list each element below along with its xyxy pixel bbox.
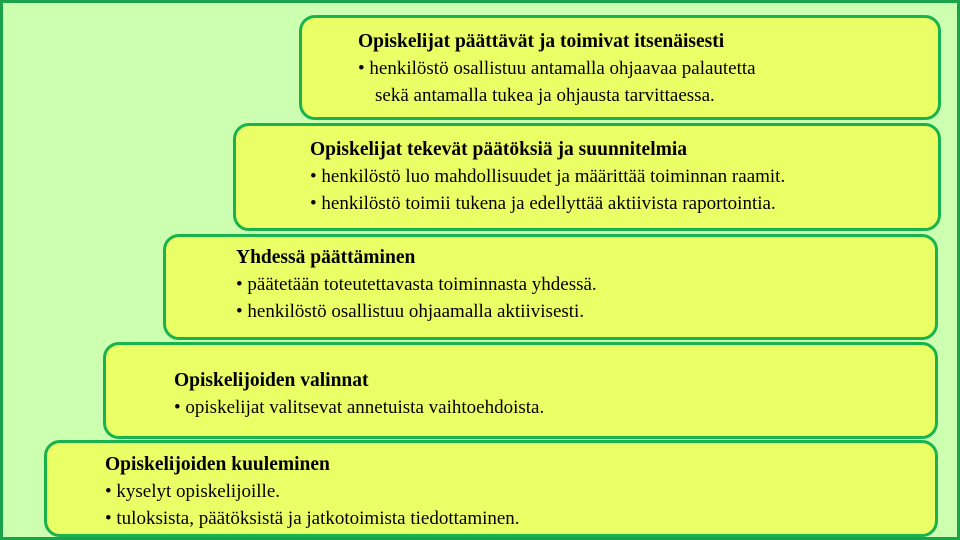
- step-bullet-continuation: sekä antamalla tukea ja ohjausta tarvittaessa.: [375, 85, 715, 106]
- step-title: Yhdessä päättäminen: [236, 247, 416, 268]
- step-bullet: • henkilöstö luo mahdollisuudet ja määrittää toiminnan raamit.: [310, 166, 786, 187]
- step-box-students-make-decisions: [233, 123, 941, 231]
- step-title: Opiskelijat tekevät päätöksiä ja suunnitelmia: [310, 139, 688, 160]
- step-title: Opiskelijat päättävät ja toimivat itsenäisesti: [358, 31, 725, 52]
- step-title: Opiskelijoiden valinnat: [174, 370, 369, 391]
- step-box-student-choices: [103, 342, 938, 439]
- step-bullet: • kyselyt opiskelijoille.: [105, 481, 280, 502]
- step-title: Opiskelijoiden kuuleminen: [105, 454, 330, 475]
- step-box-independent-decisions: [299, 15, 941, 120]
- step-bullet: • päätetään toteutettavasta toiminnasta yhdessä.: [236, 274, 597, 295]
- step-bullet: • opiskelijat valitsevat annetuista vaihtoehdoista.: [174, 397, 545, 418]
- step-bullet: • henkilöstö osallistuu ohjaamalla aktiivisesti.: [236, 301, 585, 322]
- step-box-deciding-together: [163, 234, 938, 340]
- step-bullet: • henkilöstö osallistuu antamalla ohjaavaa palautetta: [358, 58, 756, 79]
- step-box-hearing-students: [44, 440, 938, 537]
- step-bullet: • tuloksista, päätöksistä ja jatkotoimista tiedottaminen.: [105, 508, 520, 529]
- step-bullet: • henkilöstö toimii tukena ja edellyttää aktiivista raportointia.: [310, 193, 776, 214]
